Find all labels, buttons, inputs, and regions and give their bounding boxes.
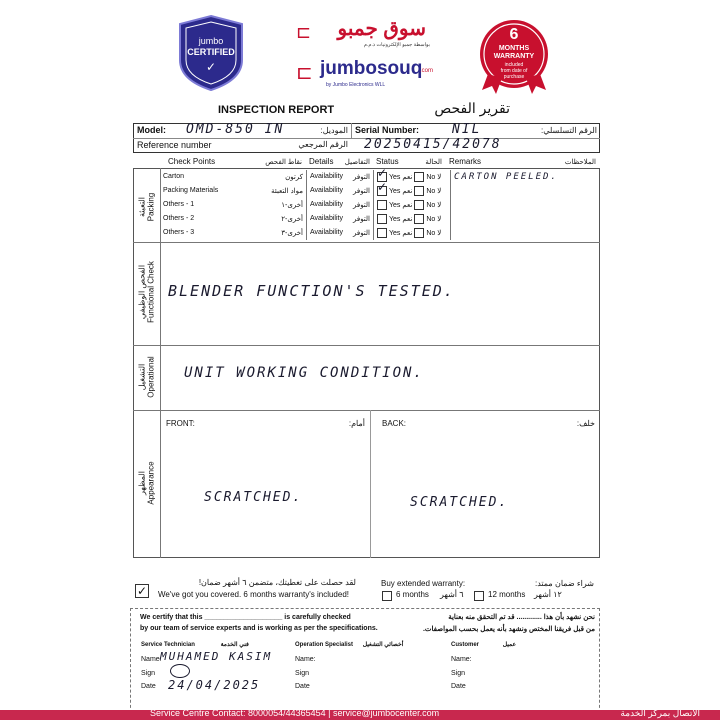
jumbo-certified-badge <box>176 14 246 92</box>
covered-ar: لقد حصلت على تغطيتك، متضمن ٦ أشهر ضمان! <box>198 578 356 587</box>
yes-checkbox[interactable] <box>377 228 387 238</box>
no-label: No <box>426 187 436 195</box>
packing-table <box>160 170 598 240</box>
footer-bar <box>0 710 720 720</box>
yes-checkbox[interactable] <box>377 186 387 196</box>
ops-sign-label: Sign <box>295 670 310 677</box>
tech-title-ar: فني الخدمة <box>220 642 249 648</box>
no-checkbox[interactable] <box>414 186 424 196</box>
back-text: SCRATCHED. <box>410 495 509 510</box>
row-label: Others - 3 <box>163 229 195 236</box>
serial-value: NIL <box>452 122 482 137</box>
operational-bottom <box>133 410 600 411</box>
opt12-checkbox[interactable] <box>474 591 484 601</box>
extended-label-ar: شراء ضمان ممتد: <box>534 579 594 588</box>
row-detail: Availability <box>310 215 343 222</box>
tech-sign-label: Sign <box>141 670 156 677</box>
row-label: Others - 2 <box>163 215 195 222</box>
certify-line1b: is carefully checked <box>284 614 351 621</box>
extended-label: Buy extended warranty: <box>381 579 466 588</box>
opt6-checkbox[interactable] <box>382 591 392 601</box>
footer-text: Service Centre Contact: 8000054/44365454 | service@jumbocenter.com <box>150 710 440 718</box>
operational-section-label <box>133 346 160 410</box>
tech-title <box>141 641 249 648</box>
no-label-ar: لا <box>437 187 442 195</box>
serial-label-ar: الرقم التسلسلي: <box>541 126 597 135</box>
hdr-remarks-ar: الملاحظات <box>564 159 596 166</box>
warranty-badge <box>474 16 554 96</box>
warranty-number: 6 <box>509 26 519 43</box>
cart-icon: ⊏ <box>296 22 312 42</box>
no-label: No <box>426 173 436 181</box>
hdr-check-points: Check Points <box>168 157 216 166</box>
warranty-line3: included <box>504 62 524 68</box>
row-remark: CARTON PEELED. <box>454 172 558 182</box>
table-row <box>160 212 598 226</box>
yes-label-ar: نعم <box>402 173 413 181</box>
yes-label-ar: نعم <box>402 201 413 209</box>
appearance-label-ar: المظهر <box>137 471 147 495</box>
model-label: Model: <box>137 125 166 135</box>
ops-title <box>295 641 403 648</box>
row-label-ar: أخرى-٢ <box>281 216 303 223</box>
operational-label: Operational <box>146 356 156 398</box>
row-label-ar: مواد التعبئة <box>271 188 303 195</box>
covered-check-icon: ✓ <box>136 584 148 598</box>
hdr-remarks: Remarks <box>449 157 482 166</box>
back-label: BACK: <box>382 419 407 428</box>
logo-arabic-sub: بواسطة جمبو الإلكترونيات ذ.م.م <box>363 42 430 48</box>
table-row <box>160 184 598 198</box>
packing-section-label <box>133 168 160 242</box>
certify-ar-line1: نحن نشهد بأن هذا ............. قد تم التحقق منه بعناية <box>448 614 595 621</box>
no-label-ar: لا <box>437 215 442 223</box>
cust-title <box>451 641 516 648</box>
opt12-label-ar: ١٢ أشهر <box>534 590 562 599</box>
tech-name-label: Name: <box>141 656 162 663</box>
hdr-status: Status <box>376 157 399 166</box>
ops-title-ar: أخصائي التشغيل <box>362 642 404 648</box>
no-label-ar: لا <box>437 201 442 209</box>
no-checkbox[interactable] <box>414 228 424 238</box>
cust-date-label: Date <box>451 683 466 690</box>
packing-bottom <box>133 242 600 243</box>
row-detail-ar: التوفر <box>352 202 370 209</box>
footer-text-ar: الاتصال بمركز الخدمة <box>620 710 700 718</box>
title-ar: تقرير الفحص <box>434 100 510 116</box>
no-label: No <box>426 201 436 209</box>
certify-ar-line2: من قبل فريقنا المختص ونشهد بأنه يعمل بحسب المواصفات. <box>422 626 595 633</box>
certify-line1a: We certify that this <box>140 614 203 621</box>
covered-en: We've got you covered. 6 months warranty's included! <box>158 590 350 599</box>
cart-icon-2: ⊏ <box>296 62 313 84</box>
row-detail: Availability <box>310 201 343 208</box>
yes-checkbox[interactable] <box>377 214 387 224</box>
certify-line2: by our team of service experts and is working as per the specifications. <box>140 625 378 632</box>
row-detail-ar: التوفر <box>352 230 370 237</box>
yes-label: Yes <box>389 173 401 181</box>
operational-label-ar: التشغيل <box>137 363 147 391</box>
opt12-label: 12 months <box>488 590 526 599</box>
row-label: Packing Materials <box>163 187 219 194</box>
cust-name-label: Name: <box>451 656 472 663</box>
tech-date-label: Date <box>141 683 156 690</box>
hdr-check-points-ar: نقاط الفحص <box>265 159 302 166</box>
yes-label-ar: نعم <box>402 215 413 223</box>
logo-english-sub: by Jumbo Electronics WLL <box>326 82 386 88</box>
appearance-label: Appearance <box>146 461 156 505</box>
row-label: Others - 1 <box>163 201 195 208</box>
functional-bottom <box>133 345 600 346</box>
check-icon: ✓ <box>205 60 217 74</box>
ops-date-label: Date <box>295 683 310 690</box>
cust-title-ar: عميل <box>502 642 517 648</box>
table-row <box>160 226 598 240</box>
certify-line1: We certify that this ____________________ is carefully checked <box>140 614 351 621</box>
yes-checkbox[interactable] <box>377 200 387 210</box>
yes-label: Yes <box>389 187 401 195</box>
row-label-ar: أخرى-١ <box>281 202 303 209</box>
badge-line1: jumbo <box>198 36 224 46</box>
row-detail: Availability <box>310 173 343 180</box>
no-label: No <box>426 229 436 237</box>
functional-text: BLENDER FUNCTION'S TESTED. <box>168 282 455 300</box>
hdr-details-ar: التفاصيل <box>344 159 370 166</box>
ops-name-label: Name: <box>295 656 316 663</box>
title-en: INSPECTION REPORT <box>218 104 335 116</box>
model-value: OMD-850 IN <box>186 122 285 137</box>
opt6-label-ar: ٦ أشهر <box>440 590 464 599</box>
serial-label: Serial Number: <box>355 125 420 135</box>
logo-arabic: سوق جمبو <box>337 18 426 40</box>
logo-domain: .com <box>420 68 434 74</box>
no-label-ar: لا <box>437 173 442 181</box>
jumbosouq-logo <box>296 16 436 96</box>
appearance-divider <box>370 410 371 558</box>
logo-english: jumbosouq <box>320 58 423 79</box>
no-label-ar: لا <box>437 229 442 237</box>
tech-signature <box>170 664 190 678</box>
model-label-ar: الموديل: <box>320 126 348 135</box>
row-detail-ar: التوفر <box>352 216 370 223</box>
no-label: No <box>426 215 436 223</box>
yes-label: Yes <box>389 215 401 223</box>
row-detail: Availability <box>310 229 343 236</box>
operational-text: UNIT WORKING CONDITION. <box>184 365 424 381</box>
packing-label-ar: التعبئة <box>137 196 147 218</box>
row-detail-ar: التوفر <box>352 174 370 181</box>
cust-title-en: Customer <box>451 642 480 648</box>
row-detail: Availability <box>310 187 343 194</box>
no-checkbox[interactable] <box>414 172 424 182</box>
yes-label: Yes <box>389 201 401 209</box>
warranty-line4: from date of <box>500 68 528 74</box>
functional-label: Functional Check <box>146 261 156 323</box>
row-label-ar: كرتون <box>285 174 303 181</box>
front-label: FRONT: <box>166 419 195 428</box>
tech-title-en: Service Technician <box>141 642 195 648</box>
packing-label: Packing <box>146 192 156 222</box>
front-text: SCRATCHED. <box>204 490 303 505</box>
row-label-ar: أخرى-٣ <box>281 230 303 237</box>
yes-label-ar: نعم <box>402 187 413 195</box>
tech-date-value: 24/04/2025 <box>168 678 261 692</box>
back-label-ar: خلف: <box>576 419 595 428</box>
no-checkbox[interactable] <box>414 200 424 210</box>
table-row <box>160 198 598 212</box>
appearance-section-label <box>133 411 160 558</box>
warranty-line2: WARRANTY <box>493 53 535 60</box>
row-label: Carton <box>163 173 185 180</box>
yes-label: Yes <box>389 229 401 237</box>
reference-label: Reference number <box>137 140 212 150</box>
hdr-status-ar: الحالة <box>425 159 442 166</box>
functional-section-label <box>133 243 160 345</box>
tech-name-value: MUHAMED KASIM <box>160 650 273 663</box>
yes-label-ar: نعم <box>402 229 413 237</box>
ops-title-en: Operation Specialist <box>295 642 354 648</box>
reference-label-ar: الرقم المرجعي <box>298 140 348 149</box>
cust-sign-label: Sign <box>451 670 466 677</box>
hdr-details: Details <box>309 157 334 166</box>
badge-line2: CERTIFIED <box>187 47 235 57</box>
warranty-line5: purchase <box>503 74 525 80</box>
opt6-label: 6 months <box>396 590 429 599</box>
warranty-line1: MONTHS <box>498 45 530 52</box>
functional-label-ar: الفحص الوظيفي <box>137 264 147 320</box>
front-label-ar: أمام: <box>348 419 365 428</box>
row-detail-ar: التوفر <box>352 188 370 195</box>
info-vdivider <box>351 123 352 138</box>
reference-value: 20250415/42078 <box>364 137 502 152</box>
no-checkbox[interactable] <box>414 214 424 224</box>
